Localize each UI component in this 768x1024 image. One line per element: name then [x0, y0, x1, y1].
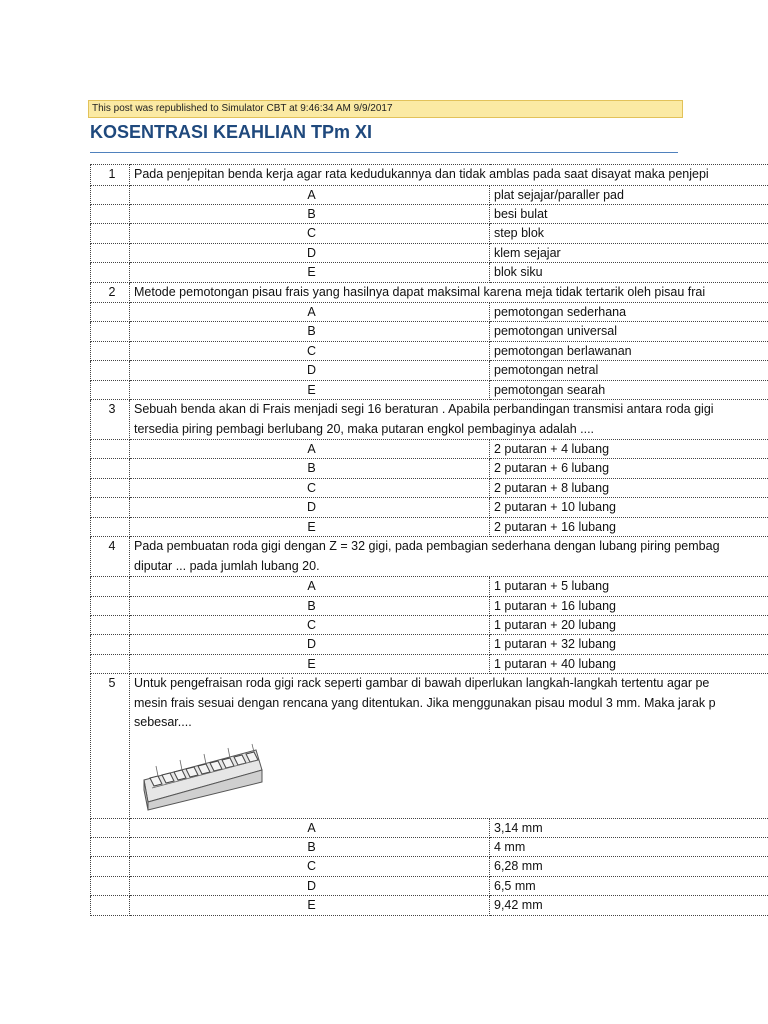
option-text: 2 putaran + 8 lubang [490, 478, 768, 497]
option-letter: B [130, 459, 490, 478]
option-spacer-cell [91, 838, 130, 857]
option-spacer-cell [91, 204, 130, 223]
option-text: 9,42 mm [490, 896, 768, 915]
option-spacer-cell [91, 876, 130, 895]
option-row [91, 322, 768, 341]
option-letter: C [130, 615, 490, 634]
question-text [130, 537, 768, 577]
option-spacer-cell [91, 615, 130, 634]
option-text: 1 putaran + 16 lubang [490, 596, 768, 615]
option-spacer-cell [91, 596, 130, 615]
option-text: 6,28 mm [490, 857, 768, 876]
option-text: 2 putaran + 10 lubang [490, 498, 768, 517]
question-number: 2 [91, 282, 130, 303]
question-text-line: Untuk pengefraisan roda gigi rack seperti gambar di bawah diperlukan langkah-langkah tertentu agar pe [134, 676, 710, 691]
option-row [91, 440, 768, 459]
quiz-table [90, 164, 768, 916]
option-letter: C [130, 224, 490, 243]
question-text-line: diputar ... pada jumlah lubang 20. [134, 558, 320, 573]
option-spacer-cell [91, 322, 130, 341]
title-underline [90, 152, 678, 153]
option-letter: A [130, 185, 490, 204]
quiz-table-container [90, 164, 768, 924]
option-row [91, 577, 768, 596]
option-row [91, 498, 768, 517]
option-row [91, 654, 768, 673]
option-letter: B [130, 204, 490, 223]
option-spacer-cell [91, 243, 130, 262]
question-text [130, 400, 768, 440]
option-text: 1 putaran + 40 lubang [490, 654, 768, 673]
option-text: 2 putaran + 16 lubang [490, 517, 768, 536]
question-number: 3 [91, 400, 130, 440]
option-row [91, 838, 768, 857]
question-number: 5 [91, 674, 130, 819]
option-letter: E [130, 380, 490, 399]
question-row [91, 400, 768, 440]
option-spacer-cell [91, 818, 130, 837]
option-letter: D [130, 243, 490, 262]
option-spacer-cell [91, 478, 130, 497]
option-text: 4 mm [490, 838, 768, 857]
question-text-line: Pada pembuatan roda gigi dengan Z = 32 gigi, pada pembagian sederhana dengan lubang piring pembag [134, 539, 720, 554]
option-row [91, 818, 768, 837]
question-row [91, 674, 768, 819]
option-row [91, 896, 768, 915]
option-letter: E [130, 517, 490, 536]
option-spacer-cell [91, 361, 130, 380]
option-row [91, 204, 768, 223]
option-row [91, 341, 768, 360]
option-text: plat sejajar/paraller pad [490, 185, 768, 204]
option-text: step blok [490, 224, 768, 243]
question-text-line: tersedia piring pembagi berlubang 20, maka putaran engkol pembaginya adalah .... [134, 421, 595, 436]
option-row [91, 517, 768, 536]
option-spacer-cell [91, 185, 130, 204]
option-spacer-cell [91, 635, 130, 654]
option-spacer-cell [91, 654, 130, 673]
option-letter: D [130, 876, 490, 895]
option-row [91, 459, 768, 478]
option-letter: E [130, 263, 490, 282]
option-letter: D [130, 361, 490, 380]
option-text: blok siku [490, 263, 768, 282]
option-letter: A [130, 577, 490, 596]
question-text-line: Metode pemotongan pisau frais yang hasilnya dapat maksimal karena meja tidak tertarik oleh pisau frai [134, 284, 706, 299]
option-row [91, 185, 768, 204]
question-text [130, 282, 768, 303]
option-row [91, 615, 768, 634]
gear-rack-image [138, 736, 266, 812]
option-spacer-cell [91, 498, 130, 517]
question-text [130, 165, 768, 186]
option-text: pemotongan universal [490, 322, 768, 341]
option-row [91, 263, 768, 282]
option-text: klem sejajar [490, 243, 768, 262]
option-text: 1 putaran + 5 lubang [490, 577, 768, 596]
option-text: pemotongan netral [490, 361, 768, 380]
option-letter: A [130, 818, 490, 837]
question-row [91, 165, 768, 186]
option-spacer-cell [91, 303, 130, 322]
option-letter: C [130, 341, 490, 360]
option-row [91, 361, 768, 380]
option-text: pemotongan berlawanan [490, 341, 768, 360]
option-row [91, 303, 768, 322]
question-text-line: Sebuah benda akan di Frais menjadi segi 16 beraturan . Apabila perbandingan transmisi antara roda gigi [134, 402, 714, 417]
option-row [91, 596, 768, 615]
question-number: 1 [91, 165, 130, 186]
option-text: 3,14 mm [490, 818, 768, 837]
option-spacer-cell [91, 857, 130, 876]
option-text: pemotongan sederhana [490, 303, 768, 322]
option-text: 1 putaran + 32 lubang [490, 635, 768, 654]
option-row [91, 380, 768, 399]
option-letter: D [130, 635, 490, 654]
option-letter: A [130, 303, 490, 322]
option-text: 1 putaran + 20 lubang [490, 615, 768, 634]
question-row [91, 282, 768, 303]
option-letter: D [130, 498, 490, 517]
question-row [91, 537, 768, 577]
quiz-table-body [91, 165, 768, 916]
option-spacer-cell [91, 577, 130, 596]
question-text-line: mesin frais sesuai dengan rencana yang ditentukan. Jika menggunakan pisau modul 3 mm. Maka jarak p [134, 695, 716, 710]
option-letter: B [130, 838, 490, 857]
option-spacer-cell [91, 896, 130, 915]
option-spacer-cell [91, 459, 130, 478]
option-spacer-cell [91, 380, 130, 399]
option-row [91, 224, 768, 243]
question-text-line: sebesar.... [134, 715, 192, 730]
option-text: 2 putaran + 4 lubang [490, 440, 768, 459]
question-text [130, 674, 768, 819]
question-number: 4 [91, 537, 130, 577]
option-spacer-cell [91, 341, 130, 360]
option-letter: A [130, 440, 490, 459]
option-row [91, 876, 768, 895]
option-letter: B [130, 322, 490, 341]
option-spacer-cell [91, 517, 130, 536]
question-text-line: Pada penjepitan benda kerja agar rata kedudukannya dan tidak amblas pada saat disayat maka penjepi [134, 167, 709, 181]
option-letter: C [130, 857, 490, 876]
option-letter: B [130, 596, 490, 615]
republish-notice: This post was republished to Simulator CBT at 9:46:34 AM 9/9/2017 [88, 100, 683, 118]
option-letter: E [130, 896, 490, 915]
option-row [91, 478, 768, 497]
option-spacer-cell [91, 263, 130, 282]
option-text: besi bulat [490, 204, 768, 223]
option-letter: E [130, 654, 490, 673]
option-row [91, 243, 768, 262]
option-text: 2 putaran + 6 lubang [490, 459, 768, 478]
option-text: 6,5 mm [490, 876, 768, 895]
option-letter: C [130, 478, 490, 497]
option-spacer-cell [91, 440, 130, 459]
option-row [91, 635, 768, 654]
document-title: KOSENTRASI KEAHLIAN TPm XI [90, 122, 373, 142]
option-row [91, 857, 768, 876]
option-text: pemotongan searah [490, 380, 768, 399]
option-spacer-cell [91, 224, 130, 243]
